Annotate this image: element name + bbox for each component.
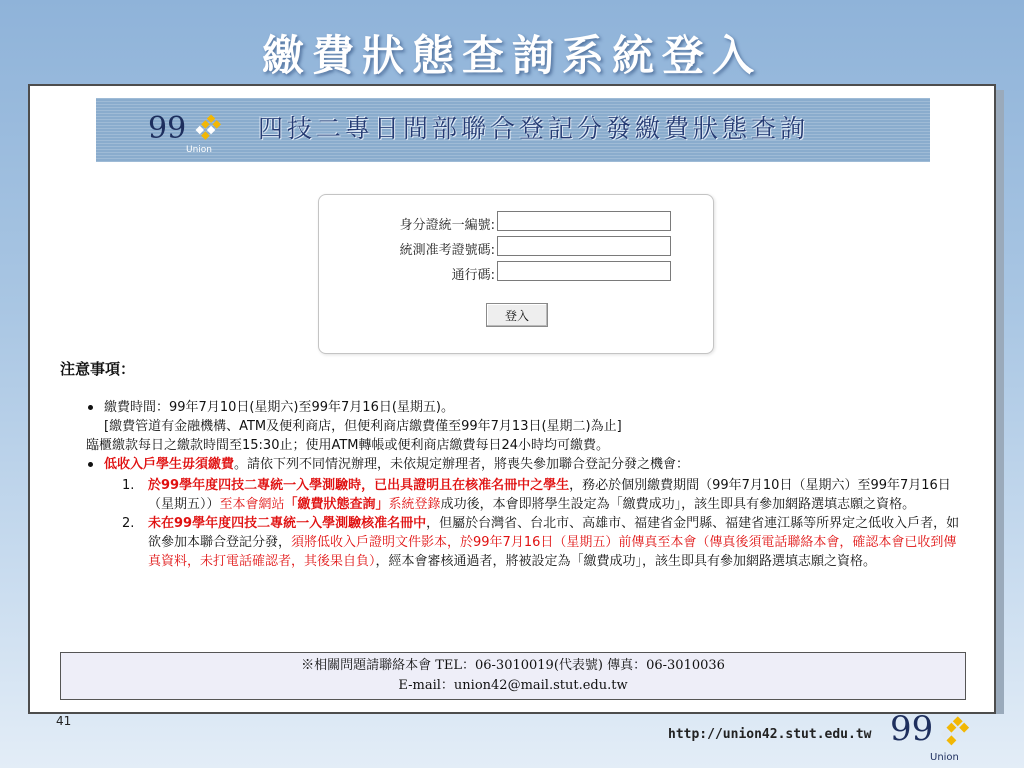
id-label: 身分證統一編號:	[399, 218, 495, 233]
footer-logo-number: 99	[890, 709, 934, 749]
payment-channel-line: [繳費管道有金融機構、ATM及便利商店，但便利商店繳費僅至99年7月13日(星期二)為止]	[104, 419, 622, 434]
password-input[interactable]	[497, 261, 671, 281]
union-99-footer-logo-icon	[890, 704, 972, 764]
password-row	[319, 261, 713, 283]
approved-red-a: 至本會網站	[219, 497, 285, 512]
frame-shadow	[996, 90, 1004, 714]
not-approved-red-text: 須將低收入戶證明文件影本，於99年7月16日（星期五）前傳真至本會（傳真後須電話聯絡本會，確認本會已收到傳真資料，未打電話確認者，其後果自負）	[148, 535, 957, 569]
low-income-lead: 低收入戶學生毋須繳費	[104, 457, 235, 472]
approved-red-b: 「繳費狀態查詢」	[284, 497, 389, 512]
not-approved-bold-text: 未在99學年度四技二專統一入學測驗核准名冊中	[148, 516, 427, 531]
login-form	[318, 194, 714, 354]
notice-heading: 注意事項：	[60, 360, 136, 378]
not-approved-text-a: ，但屬於台灣省、台北市、高雄市、福建省金門縣、福建省連江縣等所界定之低收入戶者，如欲參加本聯合登記分發，	[148, 516, 960, 550]
sub-item-approved	[104, 476, 966, 514]
payment-hours-line: 臨櫃繳款每日之繳款時間至15:30止；使用ATM轉帳或便利商店繳費每日24小時均可繳費。	[86, 438, 610, 453]
exam-number-row	[319, 236, 713, 258]
contact-email-line: E-mail：union42@mail.stut.edu.tw	[398, 678, 628, 693]
logo-number: 99	[148, 111, 187, 146]
login-button[interactable]: 登入	[486, 303, 548, 327]
browser-content-frame	[28, 84, 996, 714]
contact-phone-line: ※相關問題請聯絡本會 TEL：06-3010019(代表號) 傳真：06-3010036	[301, 658, 725, 673]
not-approved-text-b: ，經本會審核通過者，將被設定為「繳費成功」，該生即具有參加網路選填志願之資格。	[375, 554, 877, 569]
approved-red-c: 系統登錄	[388, 497, 441, 512]
sub-number: 1.	[122, 478, 135, 493]
exam-number-label: 統測准考證號碼:	[399, 243, 495, 258]
list-item-low-income	[86, 455, 966, 571]
banner-title: 四技二專日間部聯合登記分發繳費狀態查詢	[258, 114, 810, 143]
logo-sub: Union	[186, 145, 213, 155]
approved-bold-text: 於99學年度四技二專統一入學測驗時，已出具證明且在核准名冊中之學生	[148, 478, 570, 493]
header-banner	[96, 98, 930, 162]
approved-text-b: 成功後，本會即將學生設定為「繳費成功」，該生即具有參加網路選填志願之資格。	[440, 497, 916, 512]
exam-number-input[interactable]	[497, 236, 671, 256]
sub-number: 2.	[122, 516, 135, 531]
low-income-rest: 。請依下列不同情況辦理，未依規定辦理者，將喪失參加聯合登記分發之機會：	[234, 457, 690, 472]
footer-logo-sub: Union	[930, 752, 959, 763]
password-label: 通行碼:	[451, 268, 495, 283]
notice-list	[86, 398, 966, 571]
list-item-payment-time	[86, 398, 966, 455]
contact-box	[60, 652, 966, 700]
id-number-input[interactable]	[497, 211, 671, 231]
footer-url: http://union42.stut.edu.tw	[668, 727, 872, 742]
sub-item-not-approved	[104, 514, 966, 571]
payment-time-line: 繳費時間：99年7月10日(星期六)至99年7月16日(星期五)。	[104, 400, 454, 415]
page-number: 41	[56, 714, 72, 728]
id-row	[319, 211, 713, 233]
slide-title: 繳費狀態查詢系統登入	[261, 31, 762, 80]
union-99-logo-icon	[148, 108, 228, 156]
low-income-sublist	[104, 476, 966, 571]
approved-text-a: ，務必於個別繳費期間（99年7月10日（星期六）至99年7月16日（星期五））	[148, 478, 951, 512]
